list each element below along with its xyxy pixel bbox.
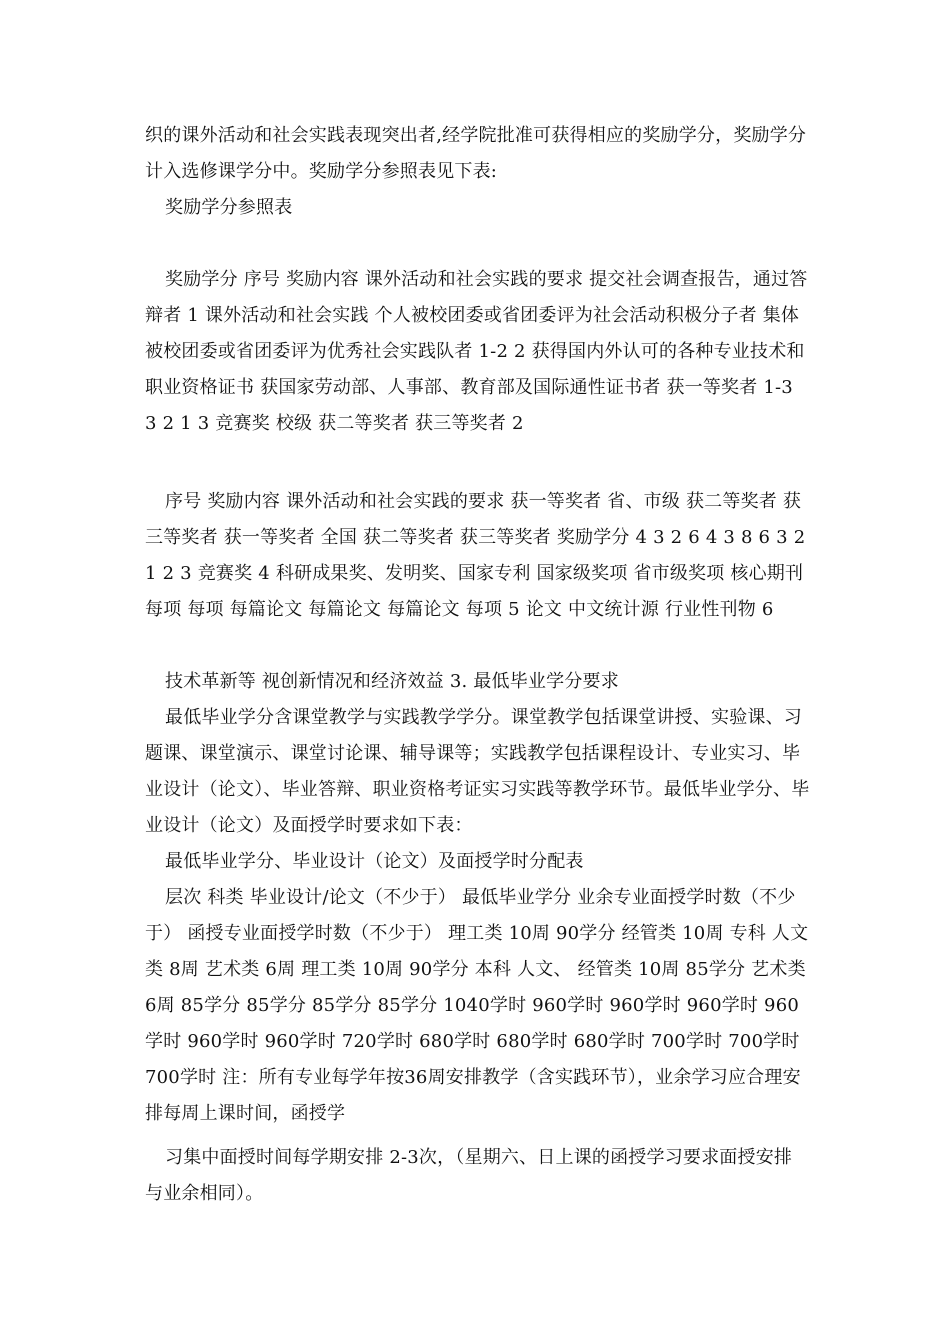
table-title-credit-allocation: 最低毕业学分、毕业设计（论文）及面授学时分配表: [165, 851, 584, 872]
reward-credits-table-text-1: 奖励学分 序号 奖励内容 课外活动和社会实践的要求 提交社会调查报告，通过答辩者 1 课外活动和社会实践 个人被校团委或省团委评为社会活动积极分子者 集体被校团委或省团委评为优秀社会实践队者 1-2 2 获得国内外认可的各种专业技术和职业资格证书 获国家劳动部、人事部、教育部及国际通性证书者 获一等奖者 1-3 3 2 1 3 竞赛奖 校级 获二等奖者 获三等奖者 2: [145, 269, 808, 434]
reward-credits-table-text-2: 序号 奖励内容 课外活动和社会实践的要求 获一等奖者 省、市级 获二等奖者 获三等奖者 获一等奖者 全国 获二等奖者 获三等奖者 奖励学分 4 3 2 6 4 3 8 6 3 2 1 2 3 竞赛奖 4 科研成果奖、发明奖、国家专利 国家级奖项 省市级奖项 核心期刊 每项 每项 每篇论文 每篇论文 每篇论文 每项 5 论文 中文统计源 行业性刊物 6: [145, 491, 806, 620]
credit-allocation-table-text: 层次 科类 毕业设计/论文（不少于） 最低毕业学分 业余专业面授学时数（不少于） 函授专业面授学时数（不少于） 理工类 10周 90学分 经管类 10周 专科 人文类 8周 艺术类 6周 理工类 10周 90学分 本科 人文、 经管类 10周 85学分 艺术类 6周 85学分 85学分 85学分 85学分 1040学时 960学时 960学时 960学时 960学时 960学时 960学时 720学时 680学时 680学时 680学时 700学时 700学时 700学时 注：所有专业每学年按36周安排教学（含实践环节），业余学习应合理安排每周上课时间，函授学: [145, 887, 809, 1124]
paragraph-intro: 织的课外活动和社会实践表现突出者,经学院批准可获得相应的奖励学分，奖励学分计入选修课学分中。奖励学分参照表见下表:: [145, 125, 807, 182]
section-heading-min-credits: 技术革新等 视创新情况和经济效益 3. 最低毕业学分要求: [165, 671, 619, 692]
table-title-reward-credits: 奖励学分参照表: [165, 197, 293, 218]
paragraph-min-credits: 最低毕业学分含课堂教学与实践教学学分。课堂教学包括课堂讲授、实验课、习题课、课堂演示、课堂讨论课、辅导课等；实践教学包括课程设计、专业实习、毕业设计（论文）、毕业答辩、职业资格考证实习实践等教学环节。最低毕业学分、毕业设计（论文）及面授学时要求如下表：: [145, 707, 810, 836]
paragraph-face-teaching-schedule: 习集中面授时间每学期安排 2-3次，（星期六、日上课的函授学习要求面授安排与业余相同）。: [145, 1147, 793, 1204]
